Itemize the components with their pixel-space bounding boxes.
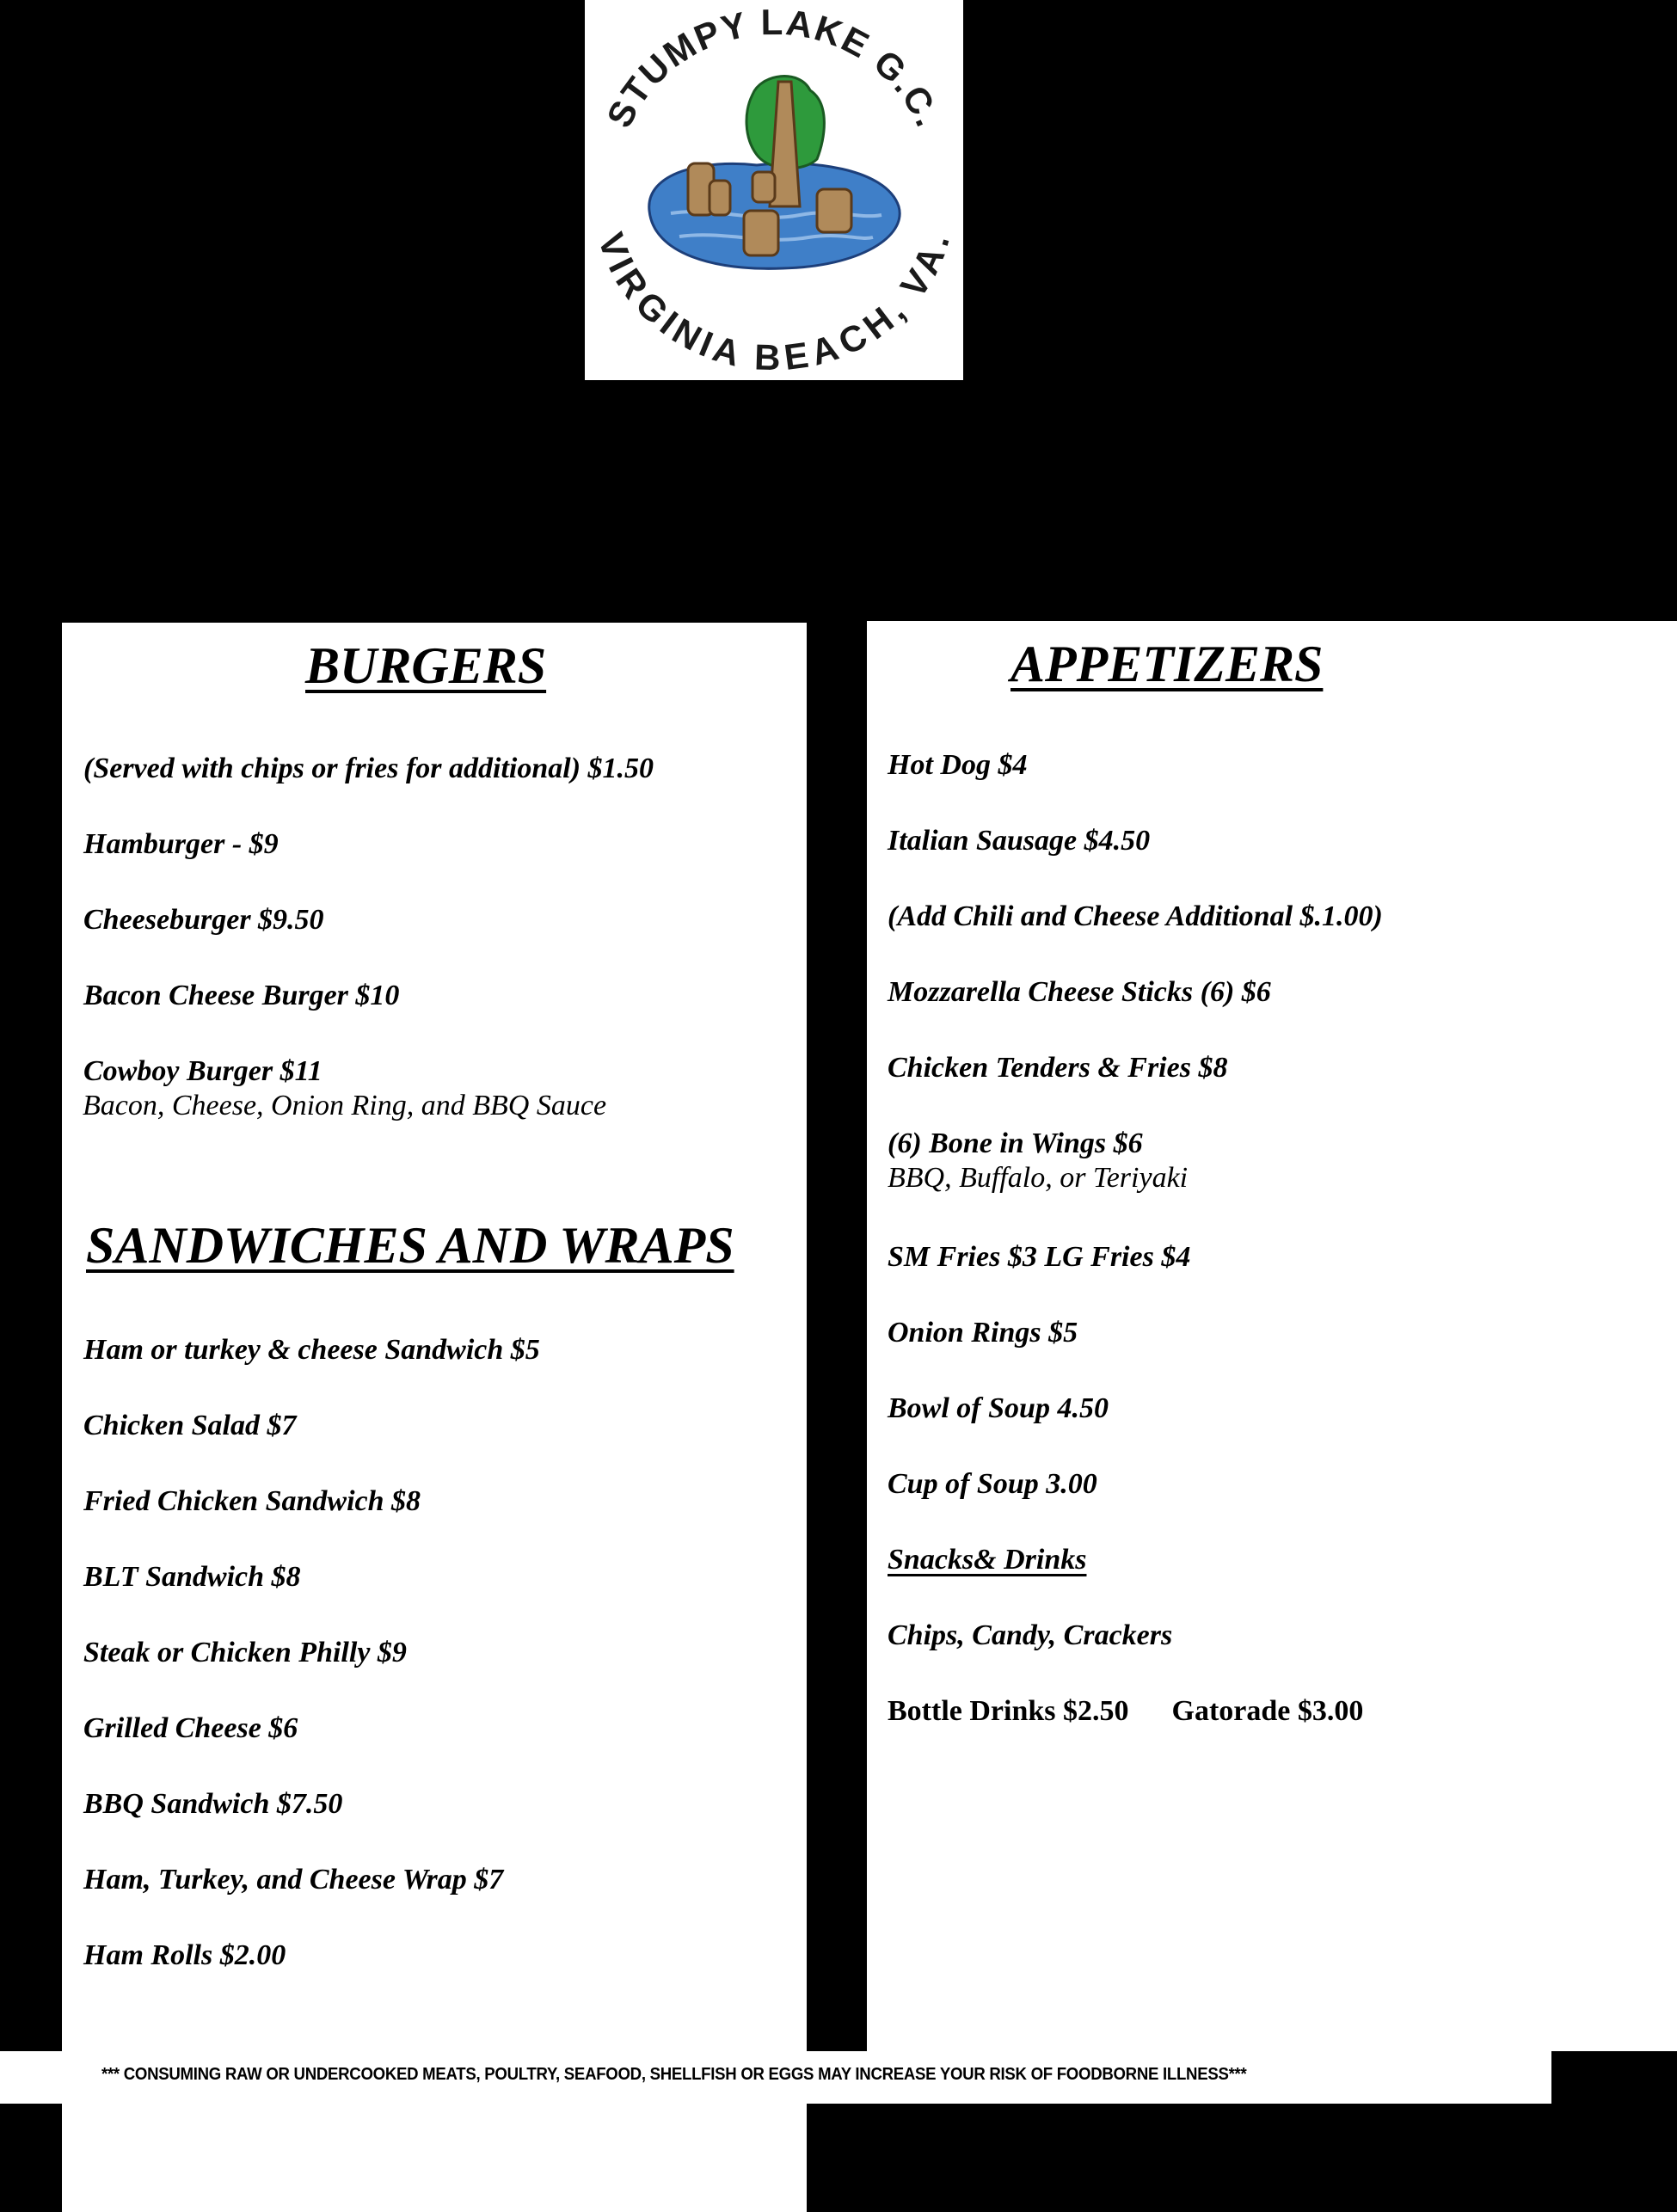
menu-item: Cowboy Burger $11 — [83, 1055, 322, 1087]
menu-item: Hot Dog $4 — [888, 749, 1028, 781]
menu-item: Chips, Candy, Crackers — [888, 1619, 1173, 1651]
menu-item: Hamburger - $9 — [83, 828, 279, 860]
menu-item: Chicken Tenders & Fries $8 — [888, 1052, 1228, 1084]
gatorade-price: Gatorade $3.00 — [1171, 1695, 1364, 1727]
sandwiches-heading: SANDWICHES AND WRAPS — [86, 1217, 734, 1274]
menu-item: Ham, Turkey, and Cheese Wrap $7 — [83, 1864, 504, 1896]
menu-item: Mozzarella Cheese Sticks (6) $6 — [888, 976, 1271, 1008]
menu-item: Grilled Cheese $6 — [83, 1712, 298, 1744]
left-menu-panel — [62, 623, 807, 2212]
menu-item: BBQ Sandwich $7.50 — [83, 1788, 343, 1820]
menu-item: Steak or Chicken Philly $9 — [83, 1637, 407, 1668]
burgers-heading: BURGERS — [305, 637, 547, 694]
menu-item: Italian Sausage $4.50 — [888, 825, 1151, 857]
menu-item: Cup of Soup 3.00 — [888, 1468, 1097, 1500]
menu-item: SM Fries $3 LG Fries $4 — [888, 1241, 1191, 1273]
svg-text:VIRGINIA BEACH, VA.: VIRGINIA BEACH, VA. — [590, 227, 958, 378]
bottle-drinks-price: Bottle Drinks $2.50 — [888, 1695, 1129, 1727]
snacks-drinks-heading: Snacks& Drinks — [888, 1544, 1087, 1576]
right-menu-panel — [867, 621, 1677, 2051]
burgers-note: (Served with chips or fries for additional) $1.50 — [83, 753, 654, 784]
foodborne-illness-warning — [0, 2051, 1551, 2104]
menu-item: Bacon Cheese Burger $10 — [83, 980, 400, 1011]
menu-item-description: BBQ, Buffalo, or Teriyaki — [888, 1162, 1189, 1194]
menu-item: Onion Rings $5 — [888, 1317, 1078, 1349]
menu-item: Cheeseburger $9.50 — [83, 904, 324, 936]
menu-item: (Add Chili and Cheese Additional $.1.00) — [888, 900, 1383, 932]
drinks-line — [888, 1694, 1363, 1729]
svg-text:STUMPY LAKE G.C.: STUMPY LAKE G.C. — [599, 1, 950, 134]
menu-item-description: Bacon, Cheese, Onion Ring, and BBQ Sauce — [83, 1090, 607, 1121]
menu-item: (6) Bone in Wings $6 — [888, 1128, 1143, 1159]
menu-item: Chicken Salad $7 — [83, 1410, 297, 1441]
appetizers-heading: APPETIZERS — [1010, 636, 1324, 692]
menu-item: Ham or turkey & cheese Sandwich $5 — [83, 1334, 540, 1366]
golf-course-logo-icon — [585, 0, 963, 380]
menu-item: Ham Rolls $2.00 — [83, 1939, 286, 1971]
logo — [585, 0, 963, 380]
menu-item: Fried Chicken Sandwich $8 — [83, 1485, 421, 1517]
warning-text: *** CONSUMING RAW OR UNDERCOOKED MEATS, POULTRY, SEAFOOD, SHELLFISH OR EGGS MAY INCREASE YOUR RISK OF FOODBORNE ILLNESS*** — [101, 2065, 1247, 2084]
menu-item: Bowl of Soup 4.50 — [888, 1392, 1109, 1424]
menu-item: BLT Sandwich $8 — [83, 1561, 301, 1593]
